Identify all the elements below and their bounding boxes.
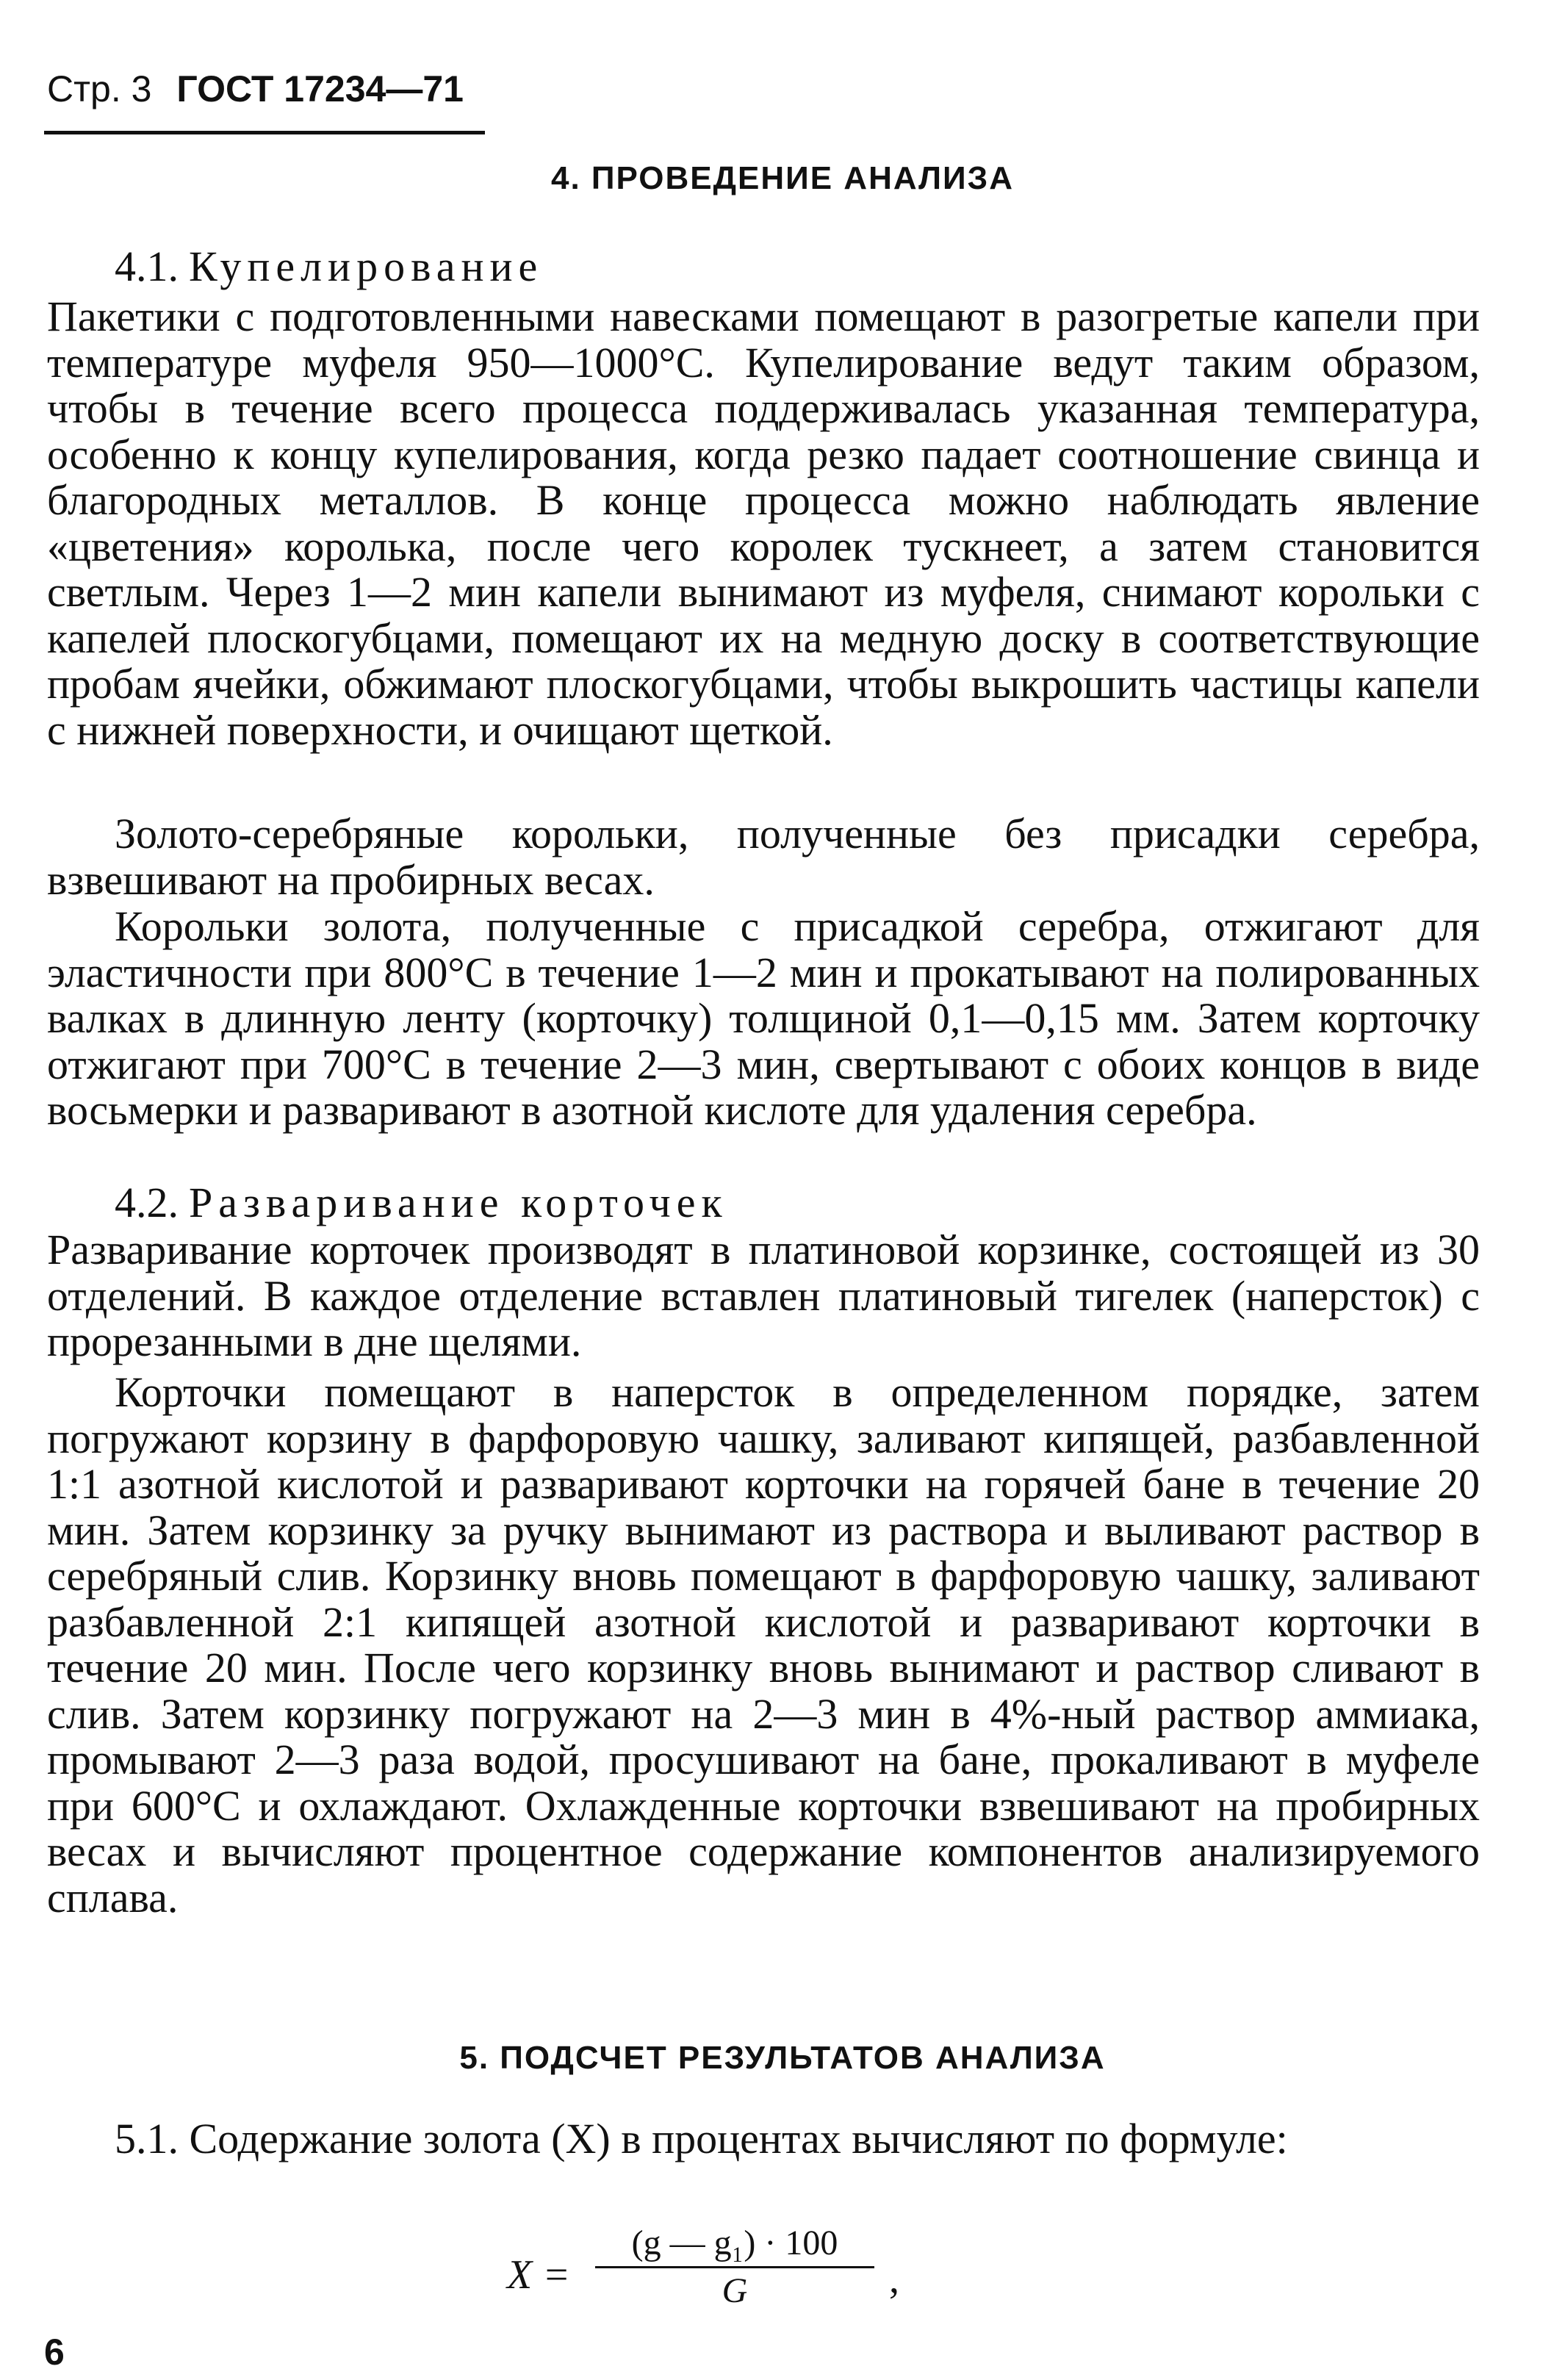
formula-lhs: X = — [507, 2252, 570, 2298]
gold-content-formula — [507, 2223, 963, 2312]
subsection-number: 4.1. — [115, 242, 179, 290]
page-header — [47, 68, 464, 109]
paragraph-annealing: Корольки золота, полученные с присадкой серебра, отжигают для эластичности при 800°С в течение 1—2 мин и прокатывают на полированных валках в длинную ленту (корточку) толщиной 0,1—0,15 мм. Затем корточку отжигают при 700°С в течение 2—3 мин, свертывают с обоих концов в виде восьмерки и разваривают в азотной кислоте для удаления серебра. — [47, 902, 1480, 1134]
page-number: 6 — [44, 2332, 65, 2373]
section-4-heading: 4. ПРОВЕДЕНИЕ АНАЛИЗА — [550, 160, 1015, 196]
formula-fraction — [595, 2223, 874, 2311]
formula-denominator: G — [722, 2271, 748, 2310]
subsection-4-1-title — [115, 244, 543, 290]
standard-number: ГОСТ 17234—71 — [176, 68, 464, 109]
page-label: Стр. 3 — [47, 68, 152, 109]
formula-numerator: (g — g₁) · 100 — [631, 2223, 838, 2262]
subsection-number: 4.2. — [115, 1179, 179, 1226]
section-5-heading: 5. ПОДСЧЕТ РЕЗУЛЬТАТОВ АНАЛИЗА — [459, 2040, 1106, 2076]
subsection-title: Купелирование — [189, 242, 544, 290]
subsection-title: Разваривание корточек — [189, 1179, 728, 1226]
paragraph-gold-content: 5.1. Содержание золота (X) в процентах вычисляют по формуле: — [115, 2115, 1288, 2163]
header-rule — [44, 131, 485, 134]
paragraph-parting-procedure: Корточки помещают в наперсток в определенном порядке, затем погружают корзину в фарфоровую чашку, заливают кипящей, разбавленной 1:1 азотной кислотой и разваривают корточки на горячей бане в течение 20 мин. Затем корзинку за ручку вынимают из раствора и выливают раствор в серебряный слив. Корзинку вновь помещают в фарфоровую чашку, заливают разбавленной 2:1 кипящей азотной кислотой и разваривают корточки в течение 20 мин. После чего корзинку вновь вынимают и раствор сливают в слив. Затем корзинку погружают на 2—3 мин в 4%-ный раствор аммиака, промывают 2—3 раза водой, просушивают на бане, прокаливают в муфеле при 600°С и охлаждают. Охлажденные корточки взвешивают на пробирных весах и вычисляют процентное содержание компонентов анализируемого сплава. — [47, 1368, 1480, 1921]
paragraph-cupellation: Пакетики с подготовленными навесками помещают в разогретые капели при температуре муфеля 950—1000°С. Купелирование ведут таким образом, чтобы в течение всего процесса поддерживалась указанная температура, особенно к концу купелирования, когда резко падает соотношение свинца и благородных металлов. В конце процесса можно наблюдать явление «цветения» королька, после чего королек тускнеет, а затем становится светлым. Через 1—2 мин капели вынимают из муфеля, снимают корольки с капелей плоскогубцами, помещают их на медную доску в соответствующие пробам ячейки, обжимают плоскогубцами, чтобы выкрошить частицы капели с нижней поверхности, и очищают щеткой. — [47, 292, 1480, 754]
paragraph-parting-basket: Разваривание корточек производят в платиновой корзинке, состоящей из 30 отделений. В каждое отделение вставлен платиновый тигелек (наперсток) с прорезанными в дне щелями. — [47, 1226, 1480, 1365]
formula-trailing-comma: , — [889, 2257, 899, 2302]
paragraph-gold-silver-beads: Золото-серебряные корольки, полученные без присадки серебра, взвешивают на пробирных весах. — [47, 810, 1480, 904]
subsection-4-2-title — [115, 1180, 728, 1226]
fraction-bar — [595, 2266, 874, 2268]
